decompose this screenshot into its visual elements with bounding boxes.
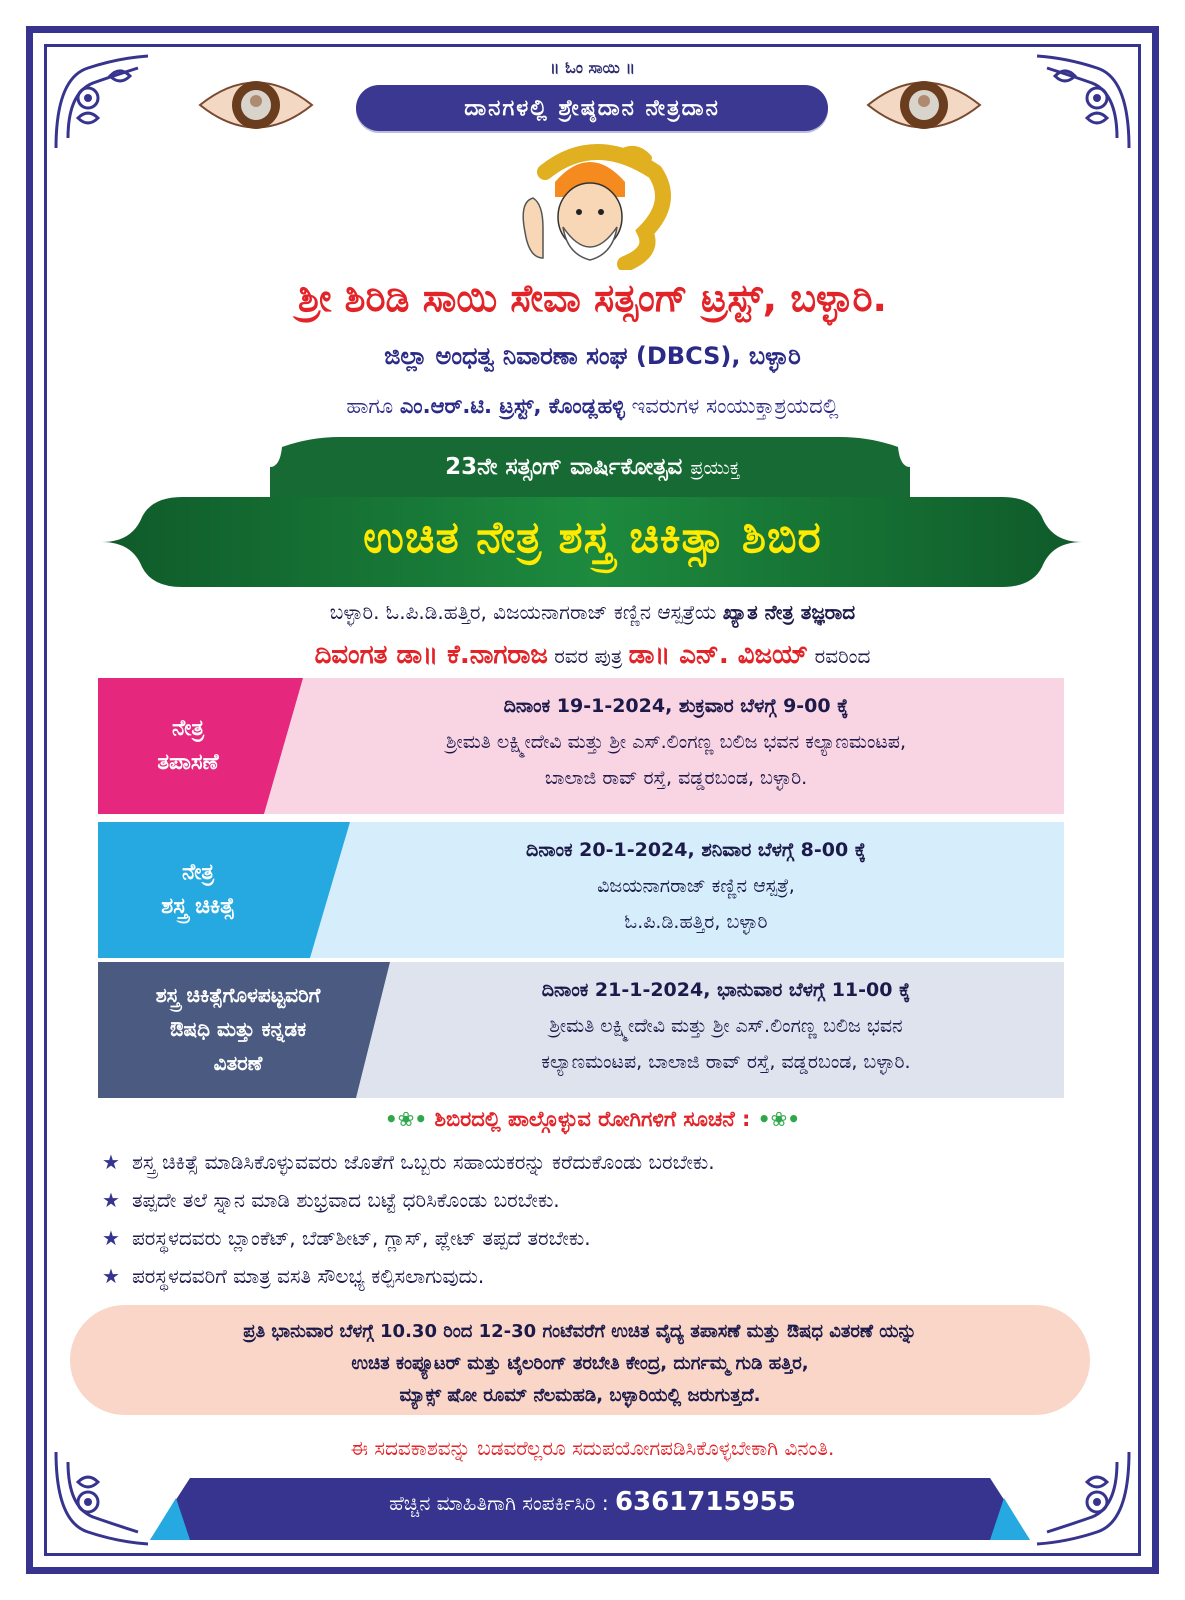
doctor-line: [0, 640, 1185, 671]
camp-title: ಉಚಿತ ನೇತ್ರ ಶಸ್ತ್ರ ಚಿಕಿತ್ಸಾ ಶಿಬಿರ: [363, 512, 822, 563]
flower-icon: •❀•: [384, 1107, 428, 1131]
flower-icon: •❀•: [757, 1107, 801, 1131]
row-label: ಶಸ್ತ್ರ ಚಿಕಿತ್ಸೆಗೊಳಪಟ್ಟವರಿಗೆ ಔಷಧಿ ಮತ್ತು ಕನ್ನಡಕ ವಿತರಣೆ: [155, 983, 321, 1075]
doctor-by: ರವರಿಂದ: [814, 644, 871, 668]
anniversary-suffix: ಪ್ರಯುಕ್ತ: [690, 457, 740, 479]
late-doctor-name: ದಿವಂಗತ ಡಾ॥ ಕೆ.ನಾಗರಾಜ: [314, 640, 548, 670]
hospital-text: ಬಳ್ಳಾರಿ. ಓ.ಪಿ.ಡಿ.ಹತ್ತಿರ, ವಿಜಯನಾಗರಾಜ್ ಕಣ್ಣಿನ ಆಸ್ಪತ್ರೆಯ: [329, 600, 717, 624]
notice-title: ಶಿಬಿರದಲ್ಲಿ ಪಾಲ್ಗೊಳ್ಳುವ ರೋಗಿಗಳಿಗೆ ಸೂಚನೆ :: [434, 1107, 751, 1131]
row-date: ದಿನಾಂಕ 20-1-2024, ಶನಿವಾರ ಬೆಳಗ್ಗೆ 8-00 ಕ್ಕೆ: [526, 839, 866, 861]
anniversary-line: [0, 454, 1185, 480]
notice-heading: [0, 1107, 1185, 1132]
om-sai-heading: ॥ ಓಂ ಸಾಯಿ ॥: [549, 58, 636, 77]
assoc-suffix: ಇವರುಗಳ ಸಂಯುಕ್ತಾಶ್ರಯದಲ್ಲಿ: [631, 394, 839, 418]
dbcs-line: ಜಿಲ್ಲಾ ಅಂಧತ್ವ ನಿವಾರಣಾ ಸಂಘ (DBCS), ಬಳ್ಳಾರಿ: [384, 342, 801, 370]
schedule-row-eye-surgery: [98, 822, 1064, 958]
row-label: ನೇತ್ರ ತಪಾಸಣೆ: [157, 716, 219, 775]
weekly-info-text: ಪ್ರತಿ ಭಾನುವಾರ ಬೆಳಗ್ಗೆ 10.30 ರಿಂದ 12-30 ಗಂಟೆವರೆಗೆ ಉಚಿತ ವೈದ್ಯ ತಪಾಸಣೆ ಮತ್ತು ಔಷಧ ವಿತರಣೆ ಯನ್ನು ಉಚಿತ ಕಂಪ್ಯೂಟರ್ ಮತ್ತು ಟೈಲರಿಂಗ್ ತರಬೇತಿ ಕೇಂದ್ರ, ದುರ್ಗಮ್ಮ ಗುಡಿ ಹತ್ತಿರ, ಮ್ಯಾಕ್ಸ್ ಷೋ ರೂಮ್ ನೆಲಮಹಡಿ, ಬಳ್ಳಾರಿಯಲ್ಲಿ ಜರುಗುತ್ತದೆ.: [243, 1321, 917, 1406]
appeal-line: ಈ ಸದವಕಾಶವನ್ನು ಬಡವರೆಲ್ಲರೂ ಸದುಪಯೋಗಪಡಿಸಿಕೊಳ್ಳಬೇಕಾಗಿ ವಿನಂತಿ.: [350, 1436, 835, 1460]
doctor-son-name: ಡಾ॥ ಎನ್. ವಿಜಯ್: [628, 640, 809, 670]
expert-text: ಖ್ಯಾತ ನೇತ್ರ ತಜ್ಞರಾದ: [722, 600, 856, 624]
hospital-line: [0, 600, 1185, 624]
association-line: [0, 394, 1185, 419]
star-icon: ★: [102, 1150, 120, 1174]
row-date: ದಿನಾಂಕ 21-1-2024, ಭಾನುವಾರ ಬೆಳಗ್ಗೆ 11-00 ಕ್ಕೆ: [541, 979, 911, 1001]
row-venue-1: ಶ್ರೀಮತಿ ಲಕ್ಷ್ಮೀದೇವಿ ಮತ್ತು ಶ್ರೀ ಎಸ್.ಲಿಂಗಣ್ಣ ಬಲಿಜ ಭವನ ಕಲ್ಯಾಣಮಂಟಪ,: [446, 731, 906, 753]
contact-phone[interactable]: 6361715955: [614, 1487, 796, 1517]
trust-name: ಶ್ರೀ ಶಿರಿಡಿ ಸಾಯಿ ಸೇವಾ ಸತ್ಸಂಗ್ ಟ್ರಸ್ಟ್, ಬಳ್ಳಾರಿ.: [298, 276, 887, 320]
netradana-banner: [356, 85, 828, 131]
assoc-name: ಎಂ.ಆರ್.ಟಿ. ಟ್ರಸ್ಟ್, ಕೊಂಡ್ಲಹಳ್ಳಿ: [399, 394, 625, 418]
row-venue-2: ಬಾಲಾಜಿ ರಾವ್ ರಸ್ತೆ, ವಡ್ಡರಬಂಡ, ಬಳ್ಳಾರಿ.: [544, 767, 808, 789]
row-label: ನೇತ್ರ ಶಸ್ತ್ರ ಚಿಕಿತ್ಸೆ: [161, 860, 235, 919]
list-item: ★ ಪರಸ್ಥಳದವರಿಗೆ ಮಾತ್ರ ವಸತಿ ಸೌಲಭ್ಯ ಕಲ್ಪಿಸಲಾಗುವುದು.: [102, 1264, 485, 1288]
row-venue-2: ಕಲ್ಯಾಣಮಂಟಪ, ಬಾಲಾಜಿ ರಾವ್ ರಸ್ತೆ, ವಡ್ಡರಬಂಡ, ಬಳ್ಳಾರಿ.: [541, 1051, 911, 1073]
list-item: ★ ಶಸ್ತ್ರ ಚಿಕಿತ್ಸೆ ಮಾಡಿಸಿಕೊಳ್ಳುವವರು ಜೊತೆಗೆ ಒಬ್ಬರು ಸಹಾಯಕರನ್ನು ಕರೆದುಕೊಂಡು ಬರಬೇಕು.: [102, 1150, 715, 1174]
star-icon: ★: [102, 1188, 120, 1212]
doctor-relation: ರವರ ಪುತ್ರ: [554, 644, 623, 668]
list-item: ★ ತಪ್ಪದೇ ತಲೆ ಸ್ನಾನ ಮಾಡಿ ಶುಭ್ರವಾದ ಬಟ್ಟೆ ಧರಿಸಿಕೊಂಡು ಬರಬೇಕು.: [102, 1188, 560, 1212]
schedule-row-distribution: [98, 962, 1064, 1098]
row-venue-2: ಓ.ಪಿ.ಡಿ.ಹತ್ತಿರ, ಬಳ್ಳಾರಿ: [624, 911, 768, 933]
star-icon: ★: [102, 1264, 120, 1288]
star-icon: ★: [102, 1226, 120, 1250]
row-date: ದಿನಾಂಕ 19-1-2024, ಶುಕ್ರವಾರ ಬೆಳಗ್ಗೆ 9-00 ಕ್ಕೆ: [503, 695, 849, 717]
contact-label: ಹೆಚ್ಚಿನ ಮಾಹಿತಿಗಾಗಿ ಸಂಪರ್ಕಿಸಿರಿ :: [389, 1491, 609, 1515]
eye-icon: [196, 68, 316, 142]
eye-icon: [864, 68, 984, 142]
row-details: [288, 688, 1064, 796]
row-venue-1: ವಿಜಯನಾಗರಾಜ್ ಕಣ್ಣಿನ ಆಸ್ಪತ್ರೆ,: [597, 875, 795, 897]
row-details: [328, 832, 1064, 940]
row-details: [388, 972, 1064, 1080]
assoc-prefix: ಹಾಗೂ: [346, 394, 394, 418]
sai-baba-om-logo-icon: [505, 142, 680, 270]
schedule-row-eye-checkup: [98, 678, 1064, 814]
row-venue-1: ಶ್ರೀಮತಿ ಲಕ್ಷ್ಮೀದೇವಿ ಮತ್ತು ಶ್ರೀ ಎಸ್.ಲಿಂಗಣ್ಣ ಬಲಿಜ ಭವನ: [549, 1015, 903, 1037]
list-item: ★ ಪರಸ್ಥಳದವರು ಬ್ಲಾಂಕೆಟ್, ಬೆಡ್‌ಶೀಟ್, ಗ್ಲಾಸ್, ಪ್ಲೇಟ್ ತಪ್ಪದೆ ತರಬೇಕು.: [102, 1226, 591, 1250]
contact-line: [0, 1487, 1185, 1517]
banner-text: ದಾನಗಳಲ್ಲಿ ಶ್ರೇಷ್ಠದಾನ ನೇತ್ರದಾನ: [464, 95, 720, 121]
anniversary-text: 23ನೇ ಸತ್ಸಂಗ್ ವಾರ್ಷಿಕೋತ್ಸವ: [445, 454, 683, 480]
